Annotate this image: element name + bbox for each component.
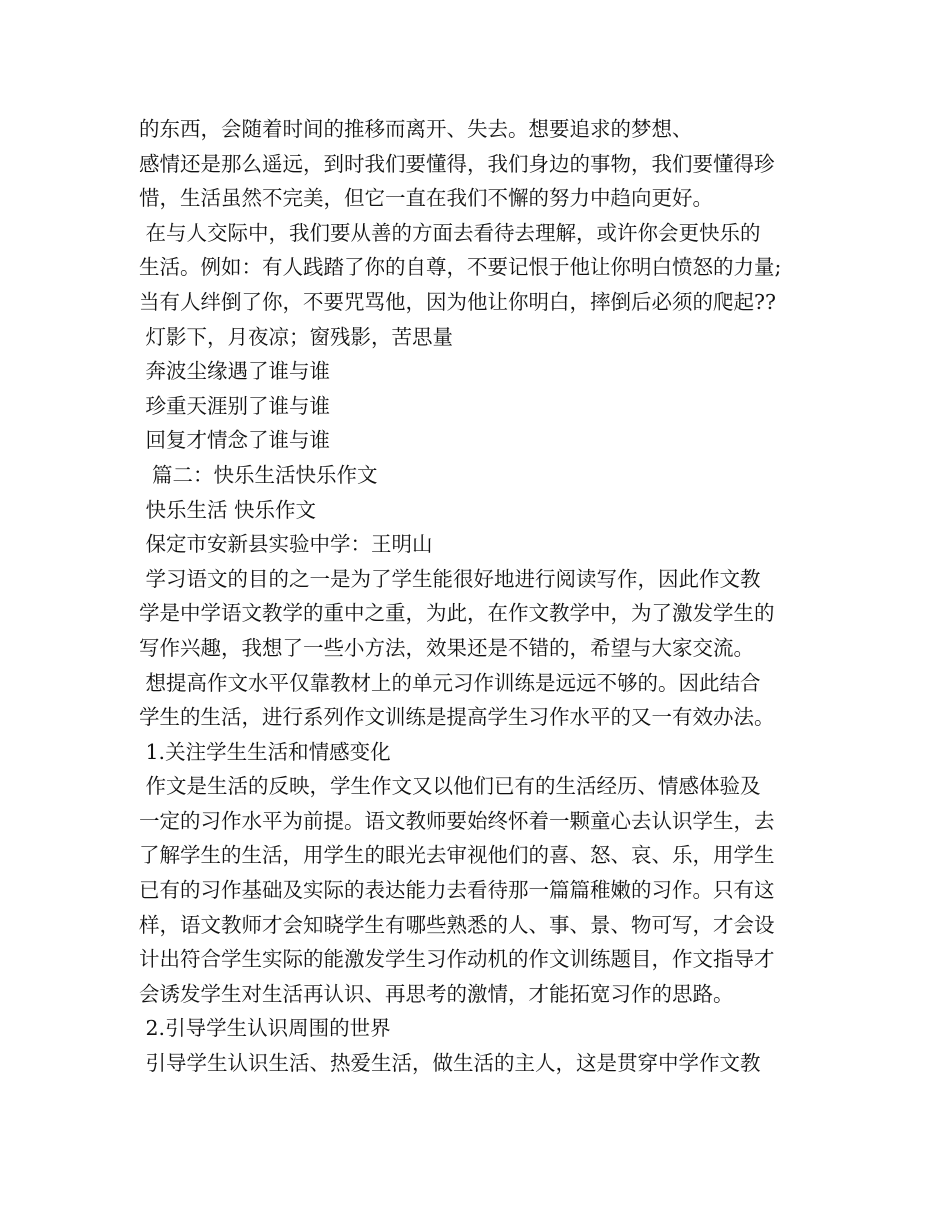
section-heading: 篇二：快乐生活快乐作文: [139, 462, 378, 487]
text-line: 了解学生的生活，用学生的眼光去审视他们的喜、怒、哀、乐，用学生: [139, 843, 775, 868]
text-line: 学习语文的目的之一是为了学生能很好地进行阅读写作，因此作文教: [139, 566, 761, 591]
text-line: 已有的习作基础及实际的表达能力去看待那一篇篇稚嫩的习作。只有这: [139, 878, 775, 903]
text-line: 想提高作文水平仅靠教材上的单元习作训练是远远不够的。因此结合: [139, 670, 761, 695]
text-line: 作文是生活的反映，学生作文又以他们已有的生活经历、情感体验及: [139, 774, 761, 799]
poem-line: 奔波尘缘遇了谁与谁: [139, 359, 331, 384]
text-line: 会诱发学生对生活再认识、再思考的激情，才能拓宽习作的思路。: [139, 981, 734, 1006]
text-line: 写作兴趣，我想了一些小方法，效果还是不错的，希望与大家交流。: [139, 635, 754, 660]
text-line: 学是中学语文教学的重中之重，为此，在作文教学中，为了激发学生的: [139, 601, 775, 626]
text-line: 样，语文教师才会知晓学生有哪些熟悉的人、事、景、物可写，才会设: [139, 912, 775, 937]
poem-line: 灯影下，月夜凉；窗残影，苦思量: [139, 324, 454, 349]
text-line: 感情还是那么遥远，到时我们要懂得，我们身边的事物，我们要懂得珍: [139, 151, 775, 176]
text-line: 当有人绊倒了你，不要咒骂他，因为他让你明白，摔倒后必须的爬起??: [139, 289, 776, 314]
text-line: 的东西，会随着时间的推移而离开、失去。想要追求的梦想、: [139, 117, 693, 141]
article-title: 快乐生活 快乐作文: [139, 497, 317, 522]
text-line: 学生的生活，进行系列作文训练是提高学生习作水平的又一有效办法。: [139, 705, 775, 730]
text-line: 生活。例如：有人践踏了你的自尊，不要记恨于他让你明白愤怒的力量;: [139, 255, 782, 280]
poem-line: 回复才情念了谁与谁: [139, 428, 331, 453]
text-line: 引导学生认识生活、热爱生活，做生活的主人，这是贯穿中学作文教: [139, 1051, 761, 1076]
subheading: 1.关注学生生活和情感变化: [139, 739, 391, 764]
subheading: 2.引导学生认识周围的世界: [139, 1016, 391, 1041]
text-line: 一定的习作水平为前提。语文教师要始终怀着一颗童心去认识学生，去: [139, 808, 775, 833]
author-line: 保定市安新县实验中学：王明山: [139, 532, 433, 557]
text-line: 计出符合学生实际的能激发学生习作动机的作文训练题目，作文指导才: [139, 947, 775, 972]
text-line: 在与人交际中，我们要从善的方面去看待去理解，或许你会更快乐的: [139, 220, 761, 245]
poem-line: 珍重天涯别了谁与谁: [139, 393, 331, 418]
text-line: 惜，生活虽然不完美，但它一直在我们不懈的努力中趋向更好。: [139, 186, 713, 211]
document-body: [139, 112, 829, 1081]
